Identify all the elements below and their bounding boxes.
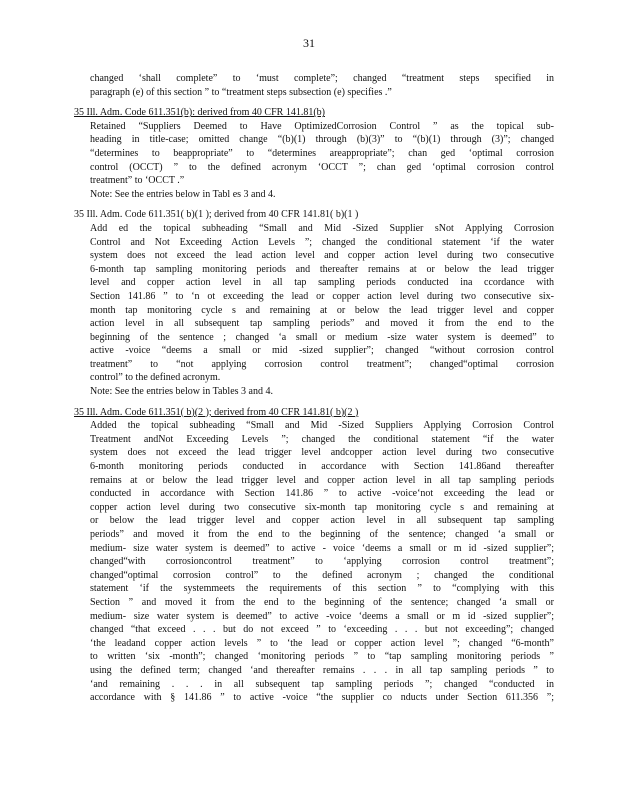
text-line: remains at or below the lead trigger level and copper action level in all tap sampling periods bbox=[90, 474, 554, 486]
text-line: Section ” and moved it from the end to the beginning of the sentence; changed ‘a small or bbox=[90, 596, 554, 608]
text-line: ‘and remaining . . . in all subsequent tap sampling periods ”; changed “conducted in bbox=[90, 678, 554, 690]
text-line: active -voice “deems a small or mid -sized supplier”; changed “without corrosion control bbox=[90, 345, 554, 357]
text-line: to written ‘six -month”; changed ‘monitoring periods ” to “tap sampling monitoring periods ” bbox=[90, 651, 554, 663]
intro-paragraph bbox=[74, 72, 554, 99]
text-line: control (OCCT) ” to the defined acronym ‘OCCT ”; chan ged ‘optimal corrosion control bbox=[90, 161, 554, 173]
text-line: Add ed the topical subheading “Small and Mid -Sized Supplier sNot Applying Corrosion bbox=[90, 222, 554, 234]
text-line: paragraph (e) of this section ” to “treatment steps subsection (e) specifies .” bbox=[90, 86, 392, 98]
document-body bbox=[74, 72, 554, 705]
text-line: or below the lead trigger level and copper action level in all subsequent tap sampling bbox=[90, 515, 554, 527]
text-line: changed“with corrosioncontrol treatment” to ‘applying corrosion control treatment”; bbox=[90, 556, 554, 568]
text-line: conducted in accordance with Section 141.86 ” to active -voice‘not exceeding the lead or bbox=[90, 488, 554, 500]
text-line: 6-month monitoring periods conducted in accordance with Section 141.86and thereafter bbox=[90, 461, 554, 473]
text-line: Control and Not Exceeding Action Levels ”; changed the conditional statement ‘if the water bbox=[90, 236, 554, 248]
text-line: month tap monitoring cycle s and remaining at or below the lead trigger level and copper bbox=[90, 304, 554, 316]
text-line: beginning of the sentence ; changed ‘a small or medium -size water system is deemed” to bbox=[90, 331, 554, 343]
text-line: system does not exceed the lead action level and copper action level during two consecutive bbox=[90, 250, 554, 262]
entry-heading: 35 Ill. Adm. Code 611.351( b)(2 ); derived from 40 CFR 141.81( b)(2 ) bbox=[74, 406, 359, 418]
entry-heading: 35 Ill. Adm. Code 611.351( b)(1 ); derived from 40 CFR 141.81( b)(1 ) bbox=[74, 209, 359, 221]
text-line: medium- size water system is deemed” to active - voice ‘deems a small or m id -sized supplier”; bbox=[90, 542, 554, 554]
text-line: periods” and moved it from the end to the beginning of the sentence; changed ‘a small or bbox=[90, 529, 554, 540]
text-line: using the defined term; changed ‘and thereafter remains . . . in all tap sampling periods ” to bbox=[90, 664, 554, 676]
page-number: 31 bbox=[303, 36, 315, 50]
entry-note: Note: See the entries below in Tables 3 and 4. bbox=[90, 386, 273, 398]
text-line: Section 141.86 ” to ‘n ot exceeding the lead or copper action level during two consecutive six- bbox=[90, 290, 554, 302]
text-line: treatment” to ‘OCCT .” bbox=[90, 175, 185, 187]
entry-heading: 35 Ill. Adm. Code 611.351(b): derived from 40 CFR 141.81(b) bbox=[74, 107, 325, 119]
text-line: changed “that exceed . . . but do not exceed ” to ‘exceeding . . . but not exceeding”; changed bbox=[90, 624, 554, 636]
text-line: 6-month tap sampling monitoring periods and thereafter remains at or below the lead trigger bbox=[90, 263, 554, 275]
text-line: Added the topical subheading “Small and Mid -Sized Suppliers Applying Corrosion Control bbox=[90, 420, 554, 432]
text-line: heading in title-case; omitted change “(b)(1) through (b)(3)” to “(b)(1) through (3)”; changed bbox=[90, 134, 554, 146]
entry-611-351-b-1 bbox=[74, 208, 554, 398]
text-line: statement ‘if the systemmeets the requirements of this section ” to “complying with this bbox=[90, 583, 554, 595]
text-line: changed“optimal corrosion control” to the defined acronym ; changed the conditional bbox=[90, 569, 554, 581]
text-line: copper action level during two consecutive six-month tap monitoring cycle s and remaining at bbox=[90, 501, 554, 513]
text-line: changed ‘shall complete” to ‘must complete”; changed “treatment steps specified in bbox=[90, 73, 554, 84]
text-line: Treatment andNot Exceeding Levels ”; changed the conditional statement “if the water bbox=[90, 433, 554, 445]
text-line: ‘the leadand copper action levels ” to ‘the lead or copper action level ”; changed “6-month” bbox=[90, 637, 554, 649]
text-line: control” to the defined acronym. bbox=[90, 372, 221, 384]
text-line: Retained “Suppliers Deemed to Have OptimizedCorrosion Control ” as the topical sub- bbox=[90, 120, 554, 132]
entry-note: Note: See the entries below in Tabl es 3 and 4. bbox=[90, 188, 276, 200]
text-line: level and copper action level in all tap sampling periods conducted ina ccordance with bbox=[90, 277, 554, 289]
entry-611-351-b bbox=[74, 106, 554, 201]
text-line: treatment” to “not applying corrosion control treatment”; changed“optimal corrosion bbox=[90, 358, 554, 370]
text-line: action level in all subsequent tap sampling periods” and moved it from the end to the bbox=[90, 318, 554, 330]
text-line: “determines to beappropriate” to “determines areappropriate”; chan ged ‘optimal corrosion bbox=[90, 147, 554, 159]
text-line: accordance with § 141.86 ” to active -voice “the supplier co nducts under Section 611.356 ”; bbox=[90, 692, 554, 704]
text-line: medium- size water system is deemed” to active -voice ‘deems a small or m id -sized supplier”; bbox=[90, 610, 554, 622]
text-line: system does not exceed the lead trigger level andcopper action level during two consecutive bbox=[90, 447, 554, 459]
entry-611-351-b-2 bbox=[74, 406, 554, 705]
